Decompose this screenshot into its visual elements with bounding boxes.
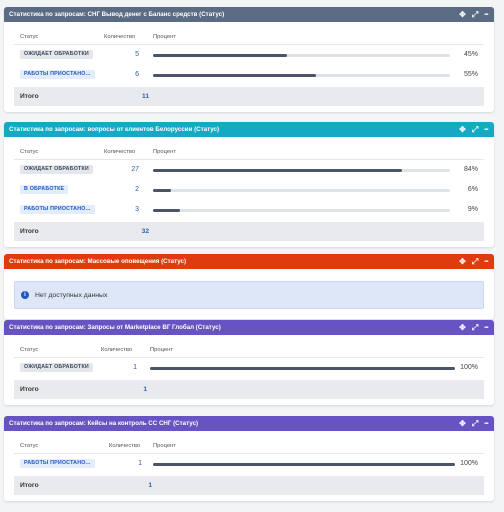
expand-icon[interactable]: ⤢	[471, 9, 479, 19]
row-percent: 45%	[463, 51, 478, 58]
panel-body	[4, 335, 494, 405]
progress-bar	[150, 367, 455, 370]
table-header	[14, 335, 484, 358]
table-header	[14, 137, 484, 160]
panel-body	[4, 431, 494, 501]
row-percent: 100%	[460, 364, 478, 371]
column-header-status[interactable]: Статус	[20, 443, 39, 449]
total-count[interactable]: 32	[141, 228, 149, 235]
panel-title: Статистика по запросам: СНГ Вывод денег с Баланс средств (Статус)	[9, 11, 225, 18]
info-icon: i	[21, 291, 29, 299]
panel-header-actions	[459, 258, 488, 266]
total-label: Итого	[20, 228, 39, 235]
stats-panel	[4, 254, 494, 319]
column-header-count[interactable]: Количество	[104, 34, 136, 40]
total-label: Итого	[20, 386, 39, 393]
panel-body	[4, 281, 494, 309]
more-icon[interactable]: •••	[484, 126, 488, 133]
column-header-percent[interactable]: Процент	[153, 149, 176, 155]
stats-panel	[4, 320, 494, 405]
panel-bottom-spacer	[14, 399, 484, 405]
panel-title: Статистика по запросам: вопросы от клиентов Белоруссии (Статус)	[9, 126, 220, 133]
no-data-text: Нет доступных данных	[35, 291, 108, 299]
total-count[interactable]: 11	[142, 93, 149, 100]
progress-bar-fill	[153, 209, 180, 212]
total-row	[14, 87, 484, 106]
row-percent: 84%	[463, 166, 478, 173]
progress-bar	[153, 169, 450, 172]
progress-bar-fill	[153, 189, 171, 192]
panel-body	[4, 137, 494, 247]
progress-bar-fill	[153, 169, 402, 172]
column-header-status[interactable]: Статус	[20, 149, 39, 155]
row-percent: 55%	[463, 71, 478, 78]
panel-header	[4, 416, 494, 431]
status-badge[interactable]: ОЖИДАЕТ ОБРАБОТКИ	[20, 363, 93, 372]
progress-bar	[153, 463, 455, 466]
status-badge[interactable]: РАБОТЫ ПРИОСТАНО...	[20, 205, 95, 214]
move-icon[interactable]: ✥	[459, 256, 466, 266]
table-header	[14, 431, 484, 454]
table-row[interactable]	[14, 454, 484, 474]
panel-body	[4, 22, 494, 112]
row-count[interactable]: 27	[131, 166, 139, 173]
total-row	[14, 222, 484, 241]
panel-header-actions	[459, 11, 488, 19]
status-badge[interactable]: ОЖИДАЕТ ОБРАБОТКИ	[20, 165, 93, 174]
progress-bar	[153, 209, 450, 212]
row-percent: 9%	[467, 206, 478, 213]
move-icon[interactable]: ✥	[459, 9, 466, 19]
move-icon[interactable]: ✥	[459, 124, 466, 134]
panel-header-actions	[459, 420, 488, 428]
progress-bar-fill	[153, 74, 316, 77]
expand-icon[interactable]: ⤢	[471, 124, 479, 134]
total-row	[14, 476, 484, 495]
row-count[interactable]: 2	[135, 186, 139, 193]
table-row[interactable]	[14, 160, 484, 180]
panel-bottom-spacer	[14, 241, 484, 247]
panel-bottom-spacer	[14, 106, 484, 112]
column-header-percent[interactable]: Процент	[153, 443, 176, 449]
column-header-percent[interactable]: Процент	[150, 347, 173, 353]
total-label: Итого	[20, 482, 39, 489]
panel-header-actions	[459, 126, 488, 134]
row-count[interactable]: 5	[135, 51, 139, 58]
row-count[interactable]: 1	[133, 364, 137, 371]
column-header-status[interactable]: Статус	[20, 347, 39, 353]
progress-bar	[153, 74, 450, 77]
progress-bar-fill	[150, 367, 455, 370]
column-header-count[interactable]: Количество	[109, 443, 141, 449]
row-count[interactable]: 6	[135, 71, 139, 78]
more-icon[interactable]: •••	[484, 420, 488, 427]
expand-icon[interactable]: ⤢	[471, 418, 479, 428]
table-header	[14, 22, 484, 45]
status-badge[interactable]: В ОБРАБОТКЕ	[20, 185, 68, 194]
more-icon[interactable]: •••	[484, 11, 488, 18]
progress-bar	[153, 189, 450, 192]
panel-header	[4, 254, 494, 269]
total-count[interactable]: 1	[143, 386, 147, 393]
expand-icon[interactable]: ⤢	[471, 322, 479, 332]
table-row[interactable]	[14, 65, 484, 85]
table-row[interactable]	[14, 45, 484, 65]
progress-bar-fill	[153, 54, 287, 57]
progress-bar	[153, 54, 450, 57]
column-header-count[interactable]: Количество	[104, 149, 136, 155]
panel-title: Статистика по запросам: Запросы от Marketplace ВГ Глобал (Статус)	[9, 324, 221, 331]
panel-header	[4, 122, 494, 137]
row-percent: 6%	[467, 186, 478, 193]
column-header-count[interactable]: Количество	[101, 347, 133, 353]
stats-panel	[4, 7, 494, 112]
total-label: Итого	[20, 93, 39, 100]
column-header-percent[interactable]: Процент	[153, 34, 176, 40]
panel-header	[4, 7, 494, 22]
status-badge[interactable]: РАБОТЫ ПРИОСТАНО...	[20, 459, 95, 468]
more-icon[interactable]: •••	[484, 258, 488, 265]
table-row[interactable]	[14, 200, 484, 220]
row-percent: 100%	[460, 460, 478, 467]
panel-header-actions	[459, 324, 488, 332]
panel-header	[4, 320, 494, 335]
progress-bar-fill	[153, 463, 455, 466]
no-data-message	[14, 281, 484, 309]
column-header-status[interactable]: Статус	[20, 34, 39, 40]
status-badge[interactable]: РАБОТЫ ПРИОСТАНО...	[20, 70, 95, 79]
table-row[interactable]	[14, 358, 484, 378]
panel-title: Статистика по запросам: Массовые оповещения (Статус)	[9, 258, 187, 265]
panel-bottom-spacer	[14, 495, 484, 501]
expand-icon[interactable]: ⤢	[471, 256, 479, 266]
panel-title: Статистика по запросам: Кейсы на контроль СС СНГ (Статус)	[9, 420, 199, 427]
row-count[interactable]: 3	[135, 206, 139, 213]
status-badge[interactable]: ОЖИДАЕТ ОБРАБОТКИ	[20, 50, 93, 59]
row-count[interactable]: 1	[138, 460, 142, 467]
more-icon[interactable]: •••	[484, 324, 488, 331]
total-count[interactable]: 1	[148, 482, 152, 489]
stats-panel	[4, 122, 494, 247]
total-row	[14, 380, 484, 399]
move-icon[interactable]: ✥	[459, 322, 466, 332]
stats-panel	[4, 416, 494, 501]
move-icon[interactable]: ✥	[459, 418, 466, 428]
table-row[interactable]	[14, 180, 484, 200]
